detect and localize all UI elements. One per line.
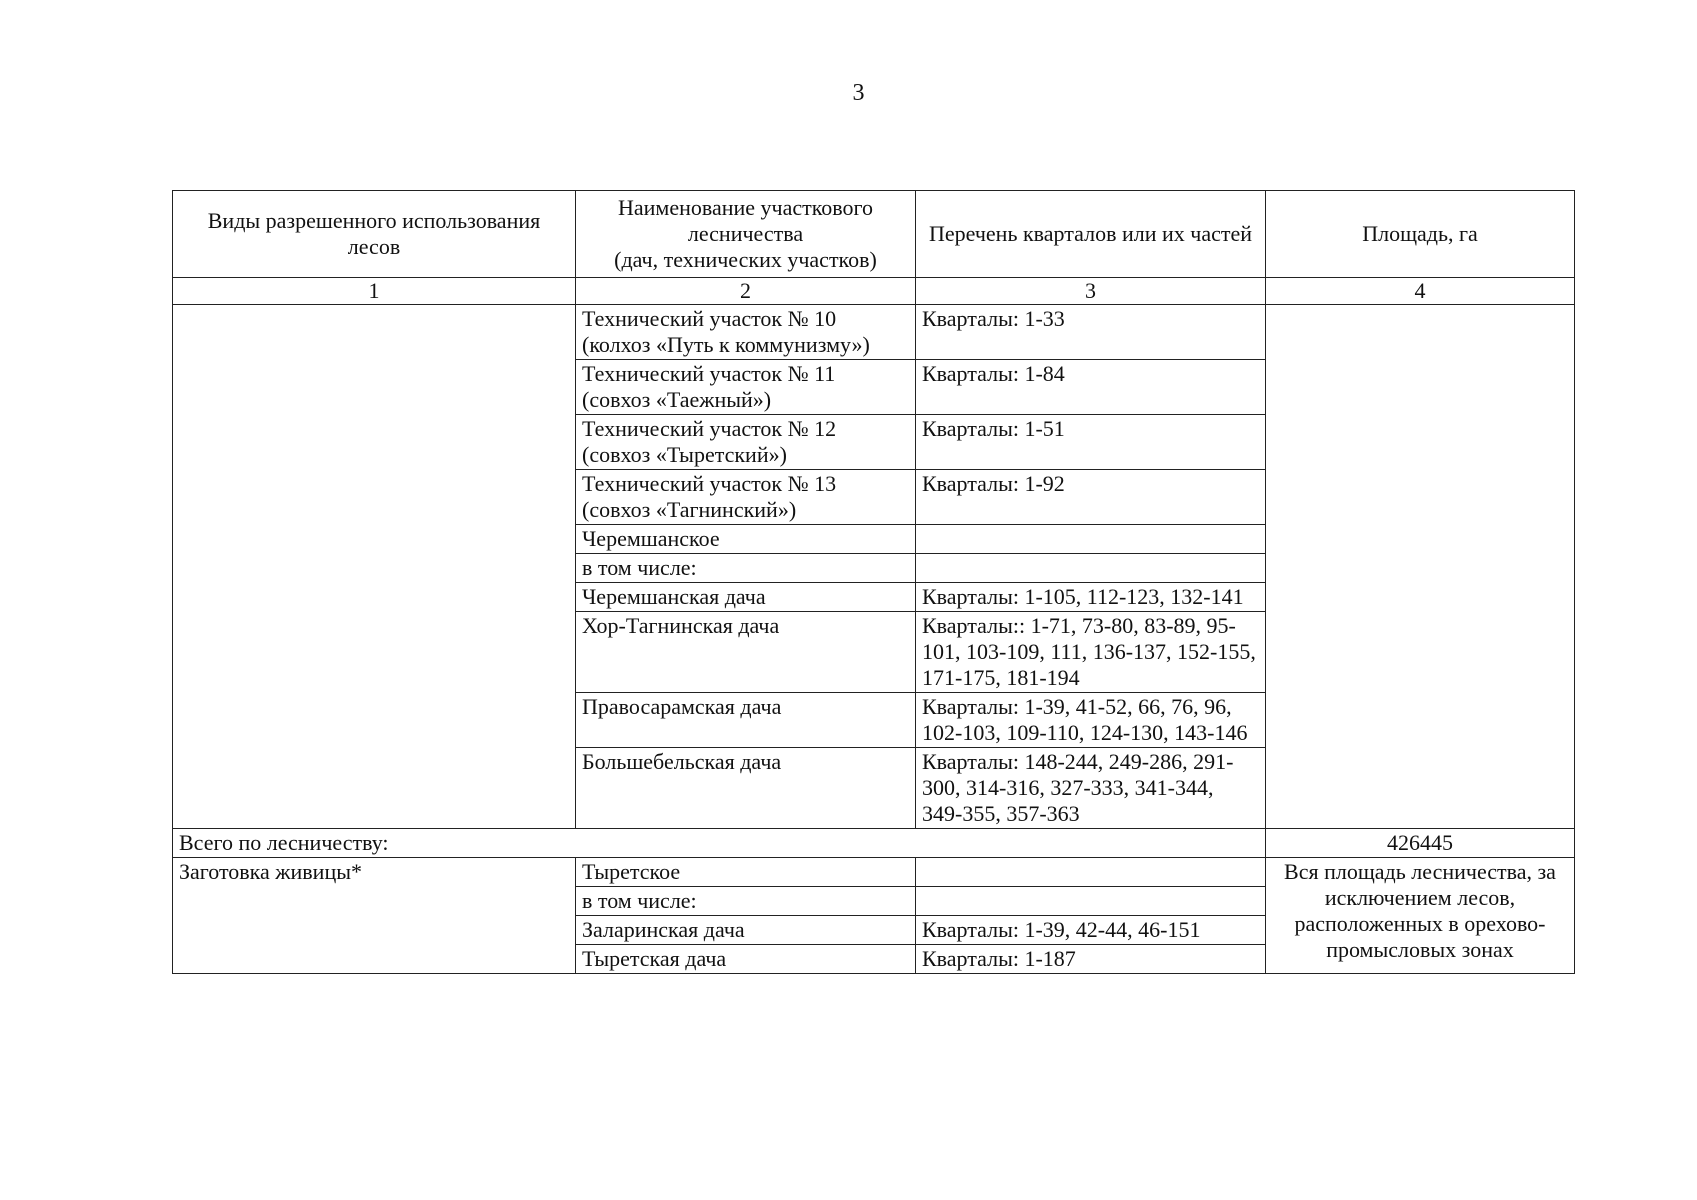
- column-number: 3: [916, 278, 1266, 305]
- forestry-name-cell: Технический участок № 12 (совхоз «Тыретский»): [576, 415, 916, 470]
- quarters-cell: Кварталы: 148-244, 249-286, 291-300, 314-316, 327-333, 341-344, 349-355, 357-363: [916, 748, 1266, 829]
- quarters-cell: Кварталы: 1-187: [916, 945, 1266, 974]
- quarters-cell: Кварталы: 1-39, 41-52, 66, 76, 96, 102-103, 109-110, 124-130, 143-146: [916, 693, 1266, 748]
- forestry-title-cell: Черемшанское: [576, 525, 916, 554]
- page-number: 3: [852, 80, 865, 106]
- header-forestry-name: Наименование участкового лесничества (дач, технических участков): [576, 191, 916, 278]
- column-number: 2: [576, 278, 916, 305]
- header-area: Площадь, га: [1266, 191, 1575, 278]
- quarters-cell: [916, 554, 1266, 583]
- total-value: 426445: [1266, 829, 1575, 858]
- quarters-cell: Кварталы: 1-51: [916, 415, 1266, 470]
- quarters-cell: Кварталы: 1-33: [916, 305, 1266, 360]
- column-number: 4: [1266, 278, 1575, 305]
- forestry-name-cell: Технический участок № 11 (совхоз «Таежный»): [576, 360, 916, 415]
- quarters-cell: Кварталы: 1-84: [916, 360, 1266, 415]
- header-use-type: Виды разрешенного использования лесов: [173, 191, 576, 278]
- forestry-name-cell: в том числе:: [576, 554, 916, 583]
- table-row: [173, 858, 1575, 887]
- quarters-cell: [916, 858, 1266, 887]
- forestry-name-cell: Хор-Тагнинская дача: [576, 612, 916, 693]
- forestry-name-cell: Тыретская дача: [576, 945, 916, 974]
- forestry-name-cell: Технический участок № 10 (колхоз «Путь к коммунизму»): [576, 305, 916, 360]
- table-row: [173, 305, 1575, 360]
- forest-use-table: [172, 190, 1575, 974]
- column-number-row: [173, 278, 1575, 305]
- use-type-cell-empty: [173, 305, 576, 829]
- table-header-row: [173, 191, 1575, 278]
- quarters-cell: [916, 887, 1266, 916]
- quarters-cell: Кварталы:: 1-71, 73-80, 83-89, 95-101, 103-109, 111, 136-137, 152-155, 171-175, 181-194: [916, 612, 1266, 693]
- area-note-cell: Вся площадь лесничества, за исключением лесов, расположенных в орехово-промысловых зонах: [1266, 858, 1575, 974]
- total-row: [173, 829, 1575, 858]
- quarters-cell: Кварталы: 1-92: [916, 470, 1266, 525]
- quarters-cell: Кварталы: 1-105, 112-123, 132-141: [916, 583, 1266, 612]
- header-quarters: Перечень кварталов или их частей: [916, 191, 1266, 278]
- area-cell-empty: [1266, 305, 1575, 829]
- forestry-name-cell: Черемшанская дача: [576, 583, 916, 612]
- total-label: Всего по лесничеству:: [173, 829, 1266, 858]
- forestry-name-cell: Технический участок № 13 (совхоз «Тагнинский»): [576, 470, 916, 525]
- forestry-name-cell: в том числе:: [576, 887, 916, 916]
- column-number: 1: [173, 278, 576, 305]
- forestry-name-cell: Большебельская дача: [576, 748, 916, 829]
- forestry-name-cell: Правосарамская дача: [576, 693, 916, 748]
- forestry-name-cell: Заларинская дача: [576, 916, 916, 945]
- forestry-title-cell: Тыретское: [576, 858, 916, 887]
- quarters-cell: Кварталы: 1-39, 42-44, 46-151: [916, 916, 1266, 945]
- use-type-cell: Заготовка живицы*: [173, 858, 576, 974]
- quarters-cell: [916, 525, 1266, 554]
